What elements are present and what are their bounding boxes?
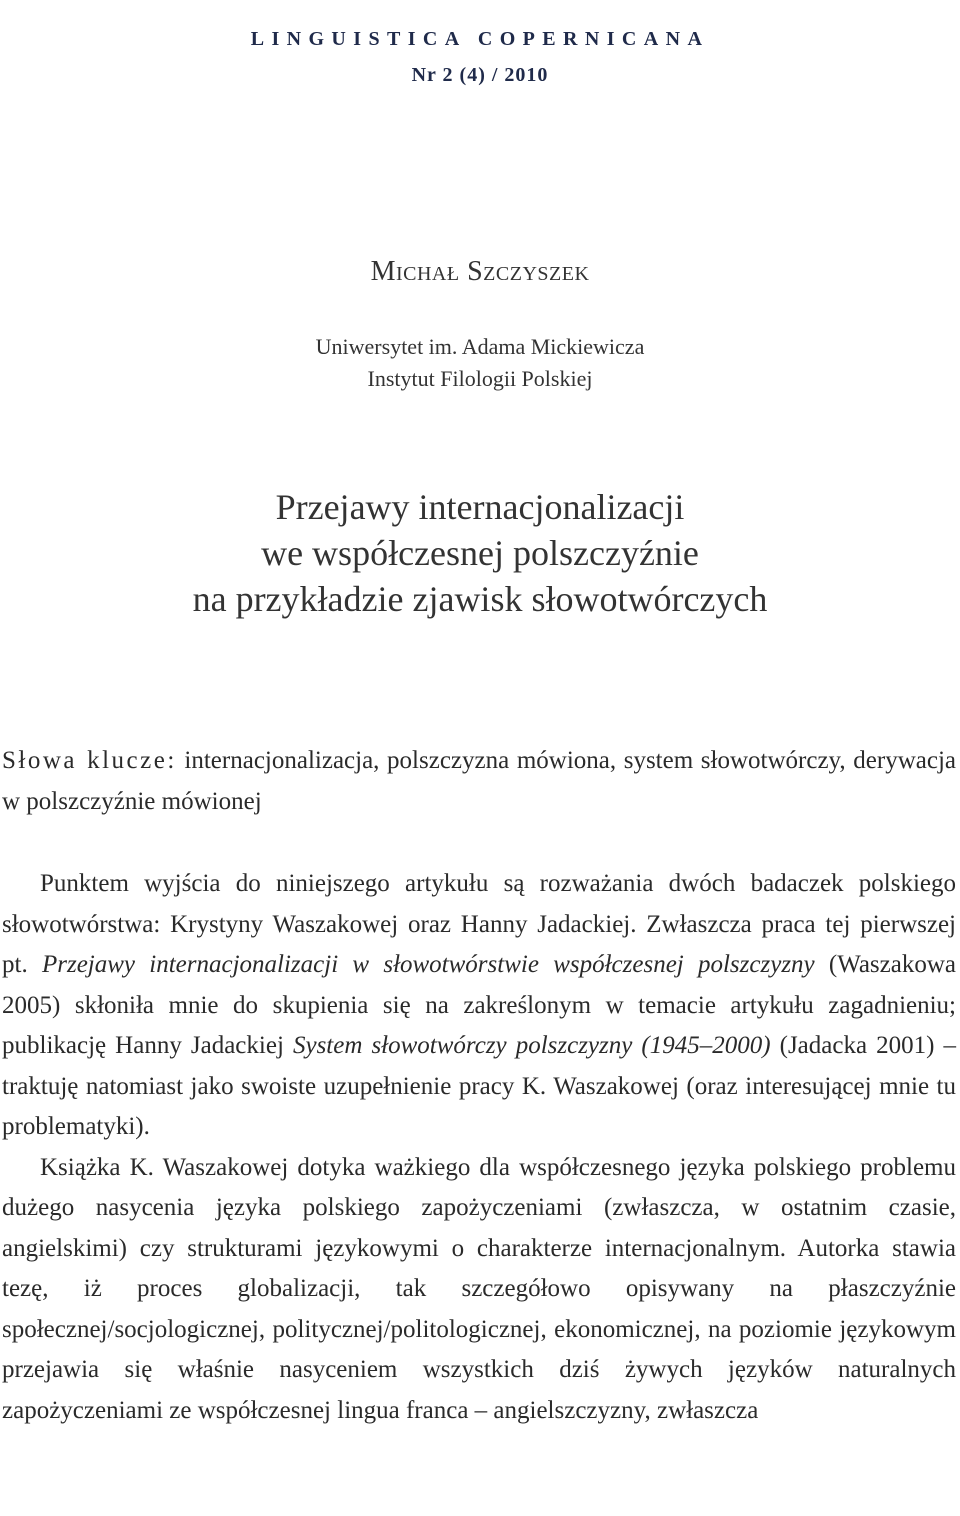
cited-title-jadacka: System słowotwórczy polszczyzny (1945–2000) [292,1032,771,1059]
article-title-line-3: na przykładzie zjawisk słowotwórczych [192,579,768,619]
body-paragraph-1 [2,864,956,1148]
keywords-label: Słowa klucze: [2,747,177,774]
article-body [2,864,956,1431]
body-p1-text-c: (Waszakowa 2005) skłoniła mnie do skupienia się na zakreślonym w temacie artykułu zagadnieniu; publikację Hanny Jadackiej [2,951,957,1059]
article-title-line-2: we współczesnej polszczyźnie [261,533,699,573]
issue-number: Nr 2 (4) / 2010 [411,64,549,86]
affiliation-institute: Instytut Filologii Polskiej [367,366,593,391]
keywords-section [2,741,956,822]
journal-name: LINGUISTICA COPERNICANA [250,28,710,50]
body-p1-text-a: Punktem wyjścia do niniejszego artykułu są rozważania dwóch badaczek polskiego słowotwórstwa: Krystyny Waszakowej oraz Hanny Jadackiej. Zwłaszcza praca tej pierwszej pt. [2,870,956,978]
body-paragraph-2: Książka K. Waszakowej dotyka ważkiego dla współczesnego języka polskiego problemu dużego nasycenia języka polskiego zapożyczeniami (zwłaszcza, w ostatnim czasie, angielskimi) czy strukturami językowymi o charakterze internacjonalnym. Autorka stawia tezę, iż proces globalizacji, tak szczegółowo opisywany na płaszczyźnie społecznej/socjologicznej, politycznej/politologicznej, ekonomicznej, na poziomie językowym przejawia się właśnie nasyceniem wszystkich dziś żywych języków naturalnych zapożyczeniami ze współczesnej lingua franca – angielszczyzny, zwłaszcza [2,1153,956,1424]
keywords-paragraph [2,741,956,822]
keywords-text: internacjonalizacja, polszczyzna mówiona, system słowotwórczy, derywacja w polszczyźnie mówionej [2,747,956,815]
author-name: Michał Szczyszek [370,256,590,287]
article-title-line-1: Przejawy internacjonalizacji [275,487,685,527]
body-p1-text-e: (Jadacka 2001) – traktuję natomiast jako swoiste uzupełnienie pracy K. Waszakowej (oraz interesującej mnie tu problematyki). [2,1032,956,1140]
cited-title-waszakowa: Przejawy internacjonalizacji w słowotwórstwie współczesnej polszczyzny [41,951,815,978]
affiliation-university: Uniwersytet im. Adama Mickiewicza [315,334,645,359]
